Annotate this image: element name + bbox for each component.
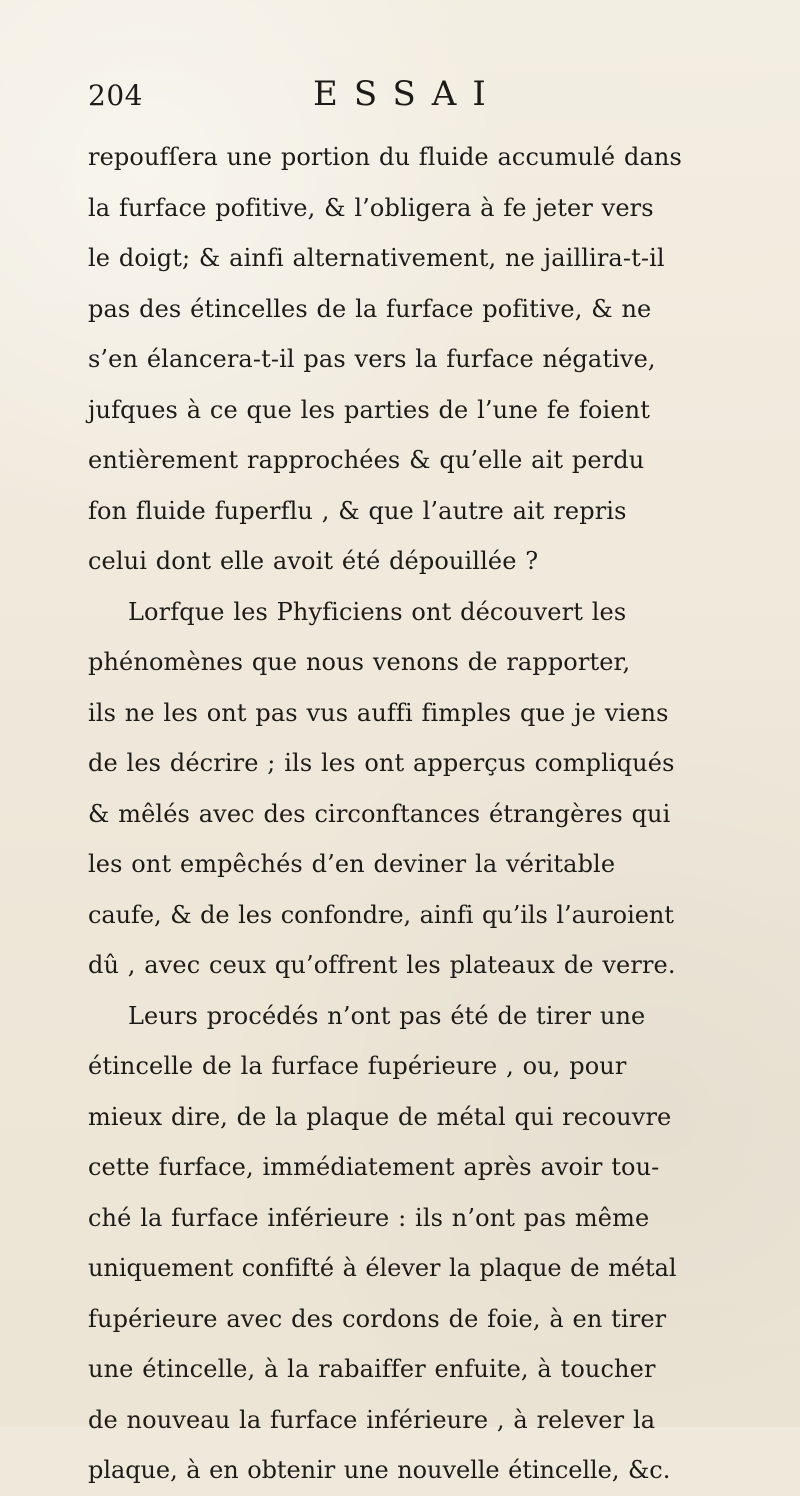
running-head: ESSAI <box>313 74 502 114</box>
text-line: les ont empêchés d’en deviner la véritable <box>88 850 616 878</box>
text-line: & mêlés avec des circonftances étrangères qui <box>88 799 671 828</box>
text-line: ché la furface inférieure : ils n’ont pas même <box>88 1203 650 1232</box>
page-header <box>88 74 708 118</box>
text-line: celui dont elle avoit été dépouillée ? <box>88 547 539 575</box>
text-line: de les décrire ; ils les ont apperçus compliqués <box>88 749 675 777</box>
text-line: Leurs procédés n’ont pas été de tirer une <box>128 1001 646 1030</box>
text-line: plaque, à en obtenir une nouvelle étincelle, &c. <box>88 1456 671 1484</box>
text-line: dû , avec ceux qu’offrent les plateaux de verre. <box>88 951 676 979</box>
text-line: le doigt; & ainfi alternativement, ne jaillira-t-il <box>88 244 665 272</box>
text-line: caufe, & de les confondre, ainfi qu’ils l’auroient <box>88 900 674 929</box>
text-line: fupérieure avec des cordons de foie, à en tirer <box>88 1304 667 1333</box>
text-line: étincelle de la furface fupérieure , ou, pour <box>88 1052 627 1080</box>
text-line: pas des étincelles de la furface pofitive, & ne <box>88 294 652 323</box>
text-line: mieux dire, de la plaque de métal qui recouvre <box>88 1102 672 1131</box>
text-line: ils ne les ont pas vus auffi fimples que je viens <box>88 698 669 727</box>
page-number: 204 <box>88 79 143 112</box>
text-line: Lorfque les Phyficiens ont découvert les <box>128 597 627 626</box>
text-line: uniquement confifté à élever la plaque de métal <box>88 1254 677 1282</box>
text-line: cette furface, immédiatement après avoir tou- <box>88 1153 660 1181</box>
text-line: s’en élancera-t-il pas vers la furface négative, <box>88 345 656 373</box>
text-line: entièrement rapprochées & qu’elle ait perdu <box>88 446 645 474</box>
text-line: fon fluide fuperflu , & que l’autre ait repris <box>88 496 627 525</box>
text-line: de nouveau la furface inférieure , à relever la <box>88 1405 656 1434</box>
text-line: repoufſera une portion du fluide accumulé dans <box>88 143 682 171</box>
text-line: phénomènes que nous venons de rapporter, <box>88 648 631 676</box>
text-line: la furface pofitive, & l’obligera à fe jeter vers <box>88 193 654 222</box>
body-text <box>88 132 733 1496</box>
text-line: une étincelle, à la rabaiffer enfuite, à toucher <box>88 1355 656 1383</box>
text-line: jufques à ce que les parties de l’une fe foient <box>88 395 650 424</box>
